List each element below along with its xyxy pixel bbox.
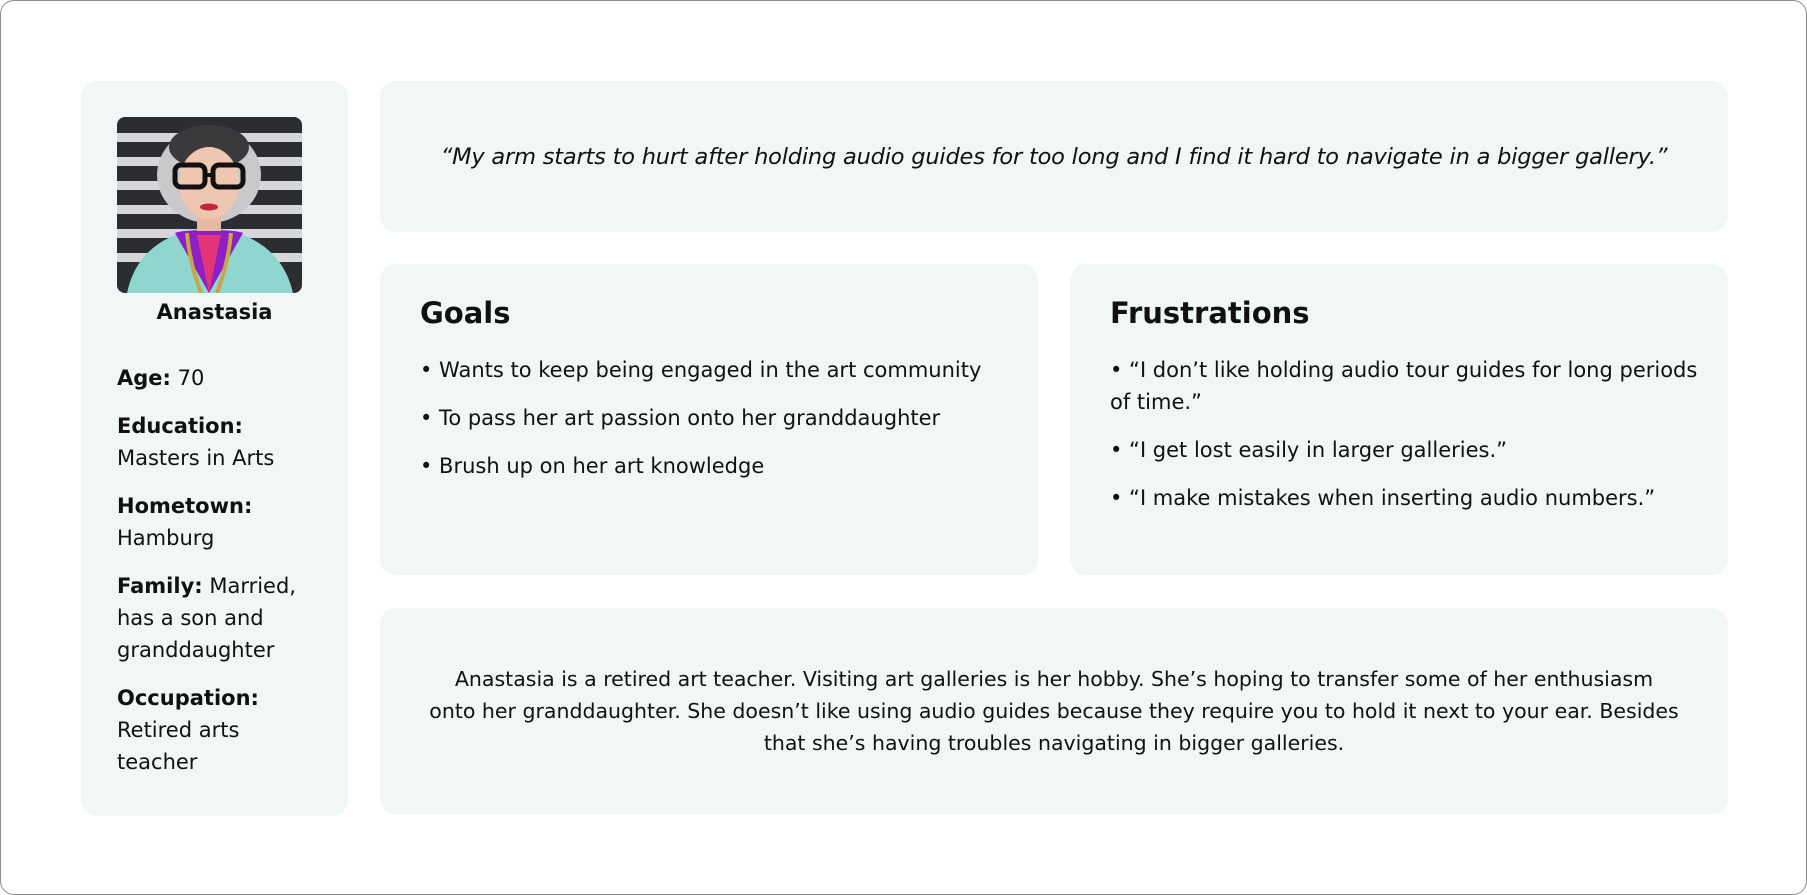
persona-quote: “My arm starts to hurt after holding audio guides for too long and I find it hard to navigate in a bigger gallery.” (440, 143, 1668, 170)
frustrations-title: Frustrations (1110, 296, 1310, 330)
goals-list (420, 354, 1010, 498)
bio-card (380, 608, 1728, 814)
detail-label: Hometown: (117, 494, 253, 518)
detail-value: Hamburg (117, 526, 215, 550)
detail-value: Retired arts teacher (117, 718, 240, 774)
persona-bio: Anastasia is a retired art teacher. Visiting art galleries is her hobby. She’s hoping to transfer some of her enthusiasm onto her granddaughter. She doesn’t like using audio guides because they require you to hold it next to your ear. Besides that she’s having troubles navigating in bigger galleries. (429, 667, 1679, 755)
quote-card (380, 81, 1728, 232)
list-item: • “I get lost easily in larger galleries.” (1110, 438, 1508, 462)
detail-education (117, 410, 322, 474)
detail-family (117, 570, 322, 666)
detail-label: Age: (117, 366, 171, 390)
profile-card (81, 81, 348, 816)
list-item: • “I make mistakes when inserting audio numbers.” (1110, 486, 1656, 510)
detail-label: Education: (117, 414, 243, 438)
frustrations-card (1070, 264, 1728, 575)
list-item: • “I don’t like holding audio tour guides for long periods of time.” (1110, 358, 1698, 414)
detail-label: Family: (117, 574, 203, 598)
list-item: • Brush up on her art knowledge (420, 454, 765, 478)
frustrations-list (1110, 354, 1700, 530)
goals-title: Goals (420, 296, 511, 330)
detail-label: Occupation: (117, 686, 259, 710)
detail-occupation (117, 682, 322, 778)
detail-value: Masters in Arts (117, 446, 275, 470)
profile-photo (117, 117, 302, 293)
list-item: • Wants to keep being engaged in the art community (420, 358, 982, 382)
detail-hometown (117, 490, 322, 554)
detail-age (117, 362, 322, 394)
persona-name: Anastasia (156, 300, 273, 324)
detail-value: 70 (170, 366, 205, 390)
persona-details (117, 362, 322, 794)
goals-card (380, 264, 1038, 575)
detail-value: Married, has a son and granddaughter (117, 574, 296, 662)
list-item: • To pass her art passion onto her granddaughter (420, 406, 941, 430)
